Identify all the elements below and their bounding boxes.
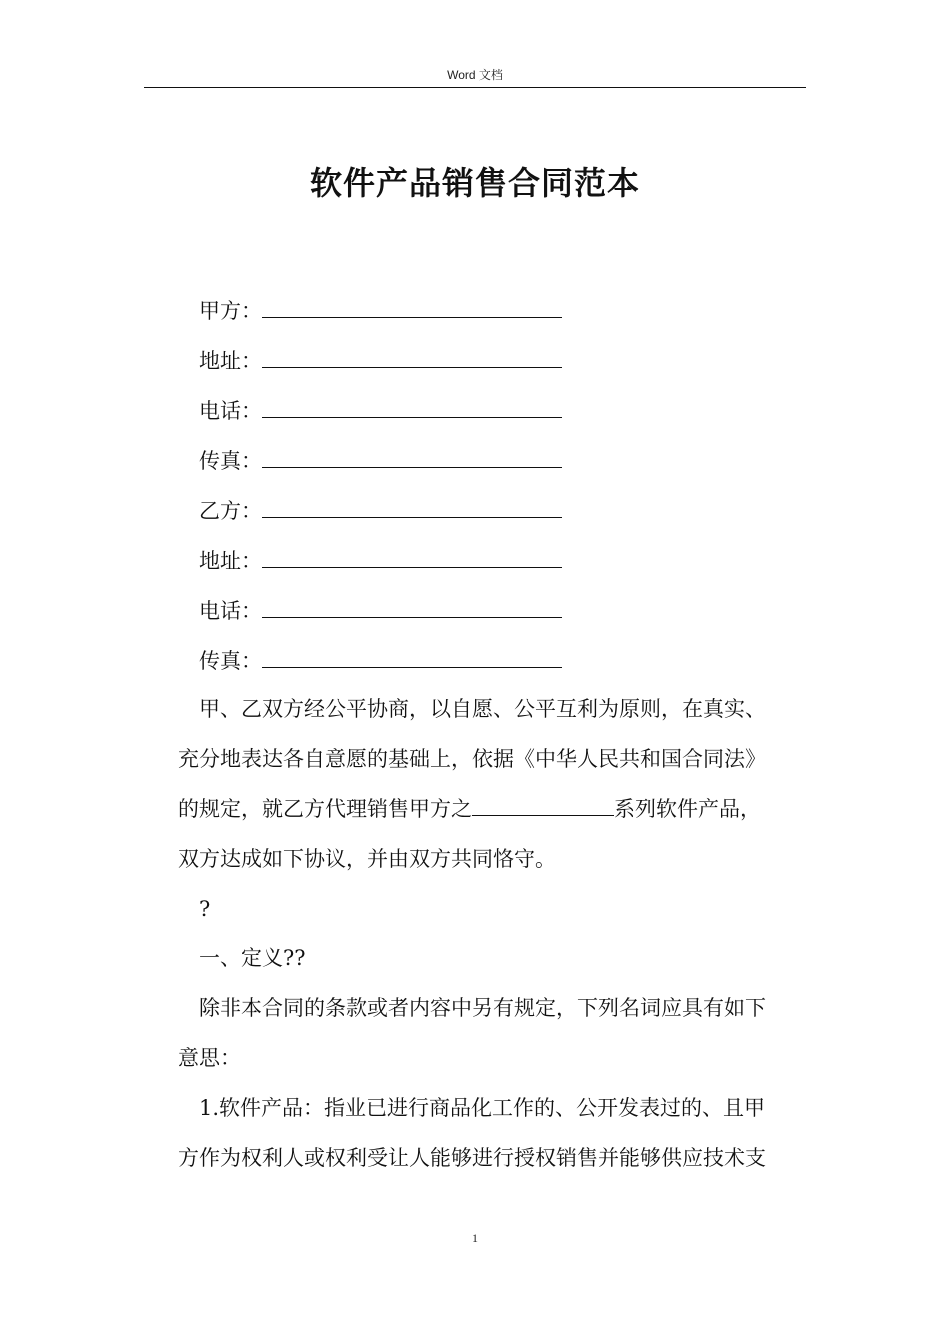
intro-line-4: 双方达成如下协议，并由双方共同恪守。 (178, 847, 556, 871)
field-party-b (199, 496, 562, 526)
definition-item-1-line-1: 1.软件产品：指业已进行商品化工作的、公开发表过的、且甲 (199, 1096, 766, 1120)
page-number: 1 (472, 1231, 478, 1245)
fill-in-blank (472, 797, 614, 816)
field-label: 传真： (199, 449, 262, 473)
placeholder-mark: ? (199, 897, 211, 921)
fill-in-line (262, 399, 562, 418)
fill-in-line (262, 549, 562, 568)
field-party-b-fax (199, 646, 562, 676)
field-label: 地址： (199, 549, 262, 573)
field-label: 甲方： (199, 299, 262, 323)
field-label: 电话： (199, 399, 262, 423)
fill-in-line (262, 599, 562, 618)
definition-para-line-1: 除非本合同的条款或者内容中另有规定，下列名词应具有如下 (199, 996, 766, 1020)
intro-line-3 (178, 794, 808, 824)
field-party-b-address (199, 546, 562, 576)
definition-para-line-2: 意思： (178, 1046, 241, 1070)
fill-in-line (262, 649, 562, 668)
fill-in-line (262, 299, 562, 318)
intro-line-3-before: 的规定，就乙方代理销售甲方之 (178, 797, 472, 821)
field-party-a (199, 296, 562, 326)
field-label: 电话： (199, 599, 262, 623)
intro-line-3-after: 系列软件产品， (614, 797, 761, 821)
document-title: 软件产品销售合同范本 (309, 164, 640, 202)
fill-in-line (262, 349, 562, 368)
field-label: 地址： (199, 349, 262, 373)
field-party-a-fax (199, 446, 562, 476)
header-rule (144, 87, 806, 88)
page-header: Word 文档 (447, 68, 503, 82)
field-party-a-phone (199, 396, 562, 426)
field-party-b-phone (199, 596, 562, 626)
definition-item-1-line-2: 方作为权利人或权利受让人能够进行授权销售并能够供应技术支 (178, 1146, 766, 1170)
field-label: 乙方： (199, 499, 262, 523)
field-label: 传真： (199, 649, 262, 673)
intro-line-1: 甲、乙双方经公平协商，以自愿、公平互利为原则，在真实、 (199, 697, 766, 721)
section-heading: 一、定义?? (199, 946, 306, 970)
intro-line-2: 充分地表达各自意愿的基础上，依据《中华人民共和国合同法》 (178, 747, 766, 771)
fill-in-line (262, 499, 562, 518)
field-party-a-address (199, 346, 562, 376)
fill-in-line (262, 449, 562, 468)
